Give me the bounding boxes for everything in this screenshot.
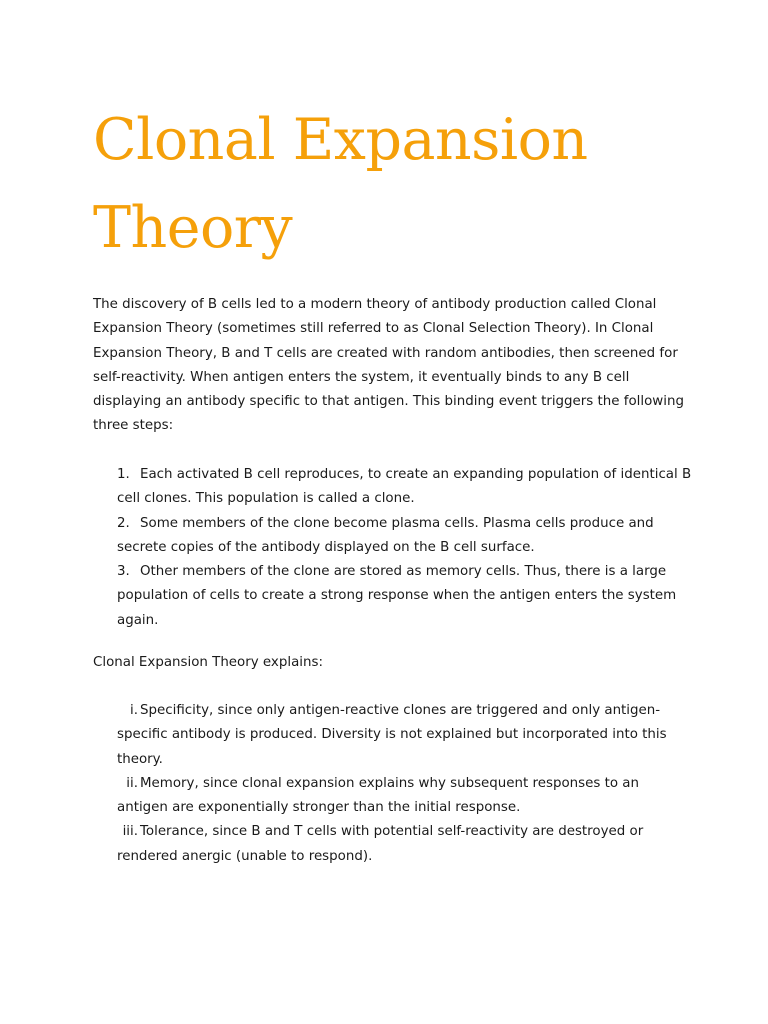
list-item <box>93 463 693 512</box>
intro-paragraph: The discovery of B cells led to a modern theory of antibody production called Clonal Expansion Theory (sometimes still referred to as Clonal Selection Theory). In Clonal Expansion Theory, B and T cells are created with random antibodies, then screened for self-reactivity. When antigen enters the system, it eventually binds to any B cell displaying an antibody specific to that antigen. This binding event triggers the following three steps: <box>93 297 684 434</box>
list-item-text: Some members of the clone become plasma cells. Plasma cells produce and secrete copies of the antibody displayed on the B cell surface. <box>117 515 654 555</box>
explains-heading: Clonal Expansion Theory explains: <box>93 655 323 670</box>
list-marker: i. <box>130 703 138 718</box>
explanations-list <box>93 699 693 869</box>
list-item-text: Memory, since clonal expansion explains why subsequent responses to an antigen are exponentially stronger than the initial response. <box>117 775 639 816</box>
list-item-text: Tolerance, since B and T cells with potential self-reactivity are destroyed or rendered anergic (unable to respond). <box>117 824 644 864</box>
list-marker: ii. <box>126 775 138 791</box>
list-item <box>93 820 693 869</box>
list-marker: iii. <box>122 824 138 840</box>
list-item <box>93 512 693 561</box>
list-item-text: Each activated B cell reproduces, to create an expanding population of identical B cell clones. This population is called a clone. <box>117 467 692 507</box>
list-item <box>93 699 693 772</box>
list-item <box>93 560 693 633</box>
list-marker: 3. <box>117 564 130 580</box>
list-item <box>93 772 693 821</box>
page-title: Clonal Expansion Theory <box>93 107 588 261</box>
steps-list <box>93 463 693 633</box>
list-marker: 2. <box>117 515 130 531</box>
list-item-text: Other members of the clone are stored as memory cells. Thus, there is a large population of cells to create a strong response when the antigen enters the system again. <box>117 564 677 628</box>
list-marker: 1. <box>117 467 130 482</box>
list-item-text: Specificity, since only antigen-reactive clones are triggered and only antigen-specific antibody is produced. Diversity is not explained but incorporated into this theory. <box>117 703 667 767</box>
